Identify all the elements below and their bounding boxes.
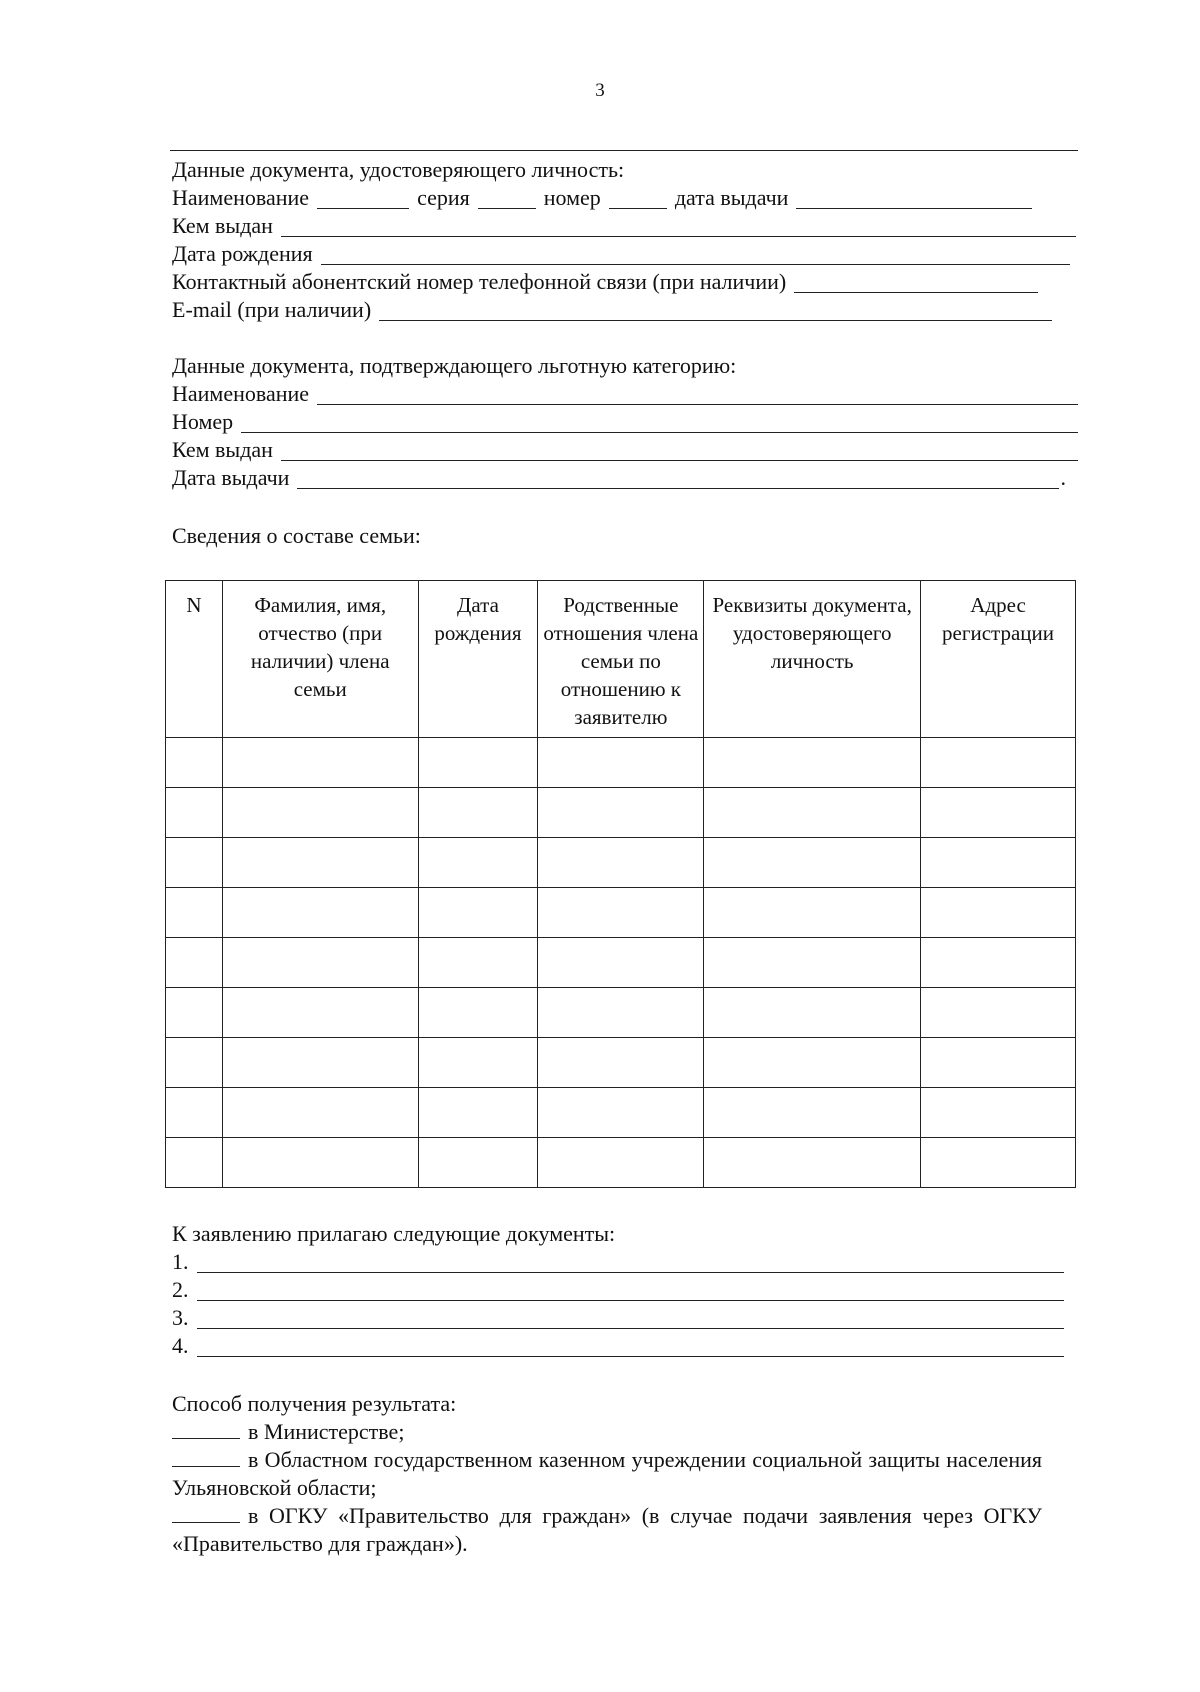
attachments-heading: К заявлению прилагаю следующие документы: <box>172 1221 616 1246</box>
table-cell[interactable] <box>921 1038 1076 1088</box>
col-relationship: Родственные отношения члена семьи по отношению к заявителю <box>538 581 704 738</box>
table-cell[interactable] <box>222 1138 418 1188</box>
table-cell[interactable] <box>418 938 538 988</box>
benefit-name-field[interactable] <box>317 382 1078 405</box>
result-option-government-center-field[interactable] <box>172 1502 240 1523</box>
table-cell[interactable] <box>222 738 418 788</box>
family-table-header <box>166 581 1076 738</box>
table-cell[interactable] <box>704 888 921 938</box>
identity-heading: Данные документа, удостоверяющего личность: <box>172 157 625 182</box>
table-cell[interactable] <box>418 838 538 888</box>
table-row <box>166 888 1076 938</box>
identity-issued-by-field[interactable] <box>281 214 1076 237</box>
identity-name-row: Наименование серия номер дата выдачи <box>172 184 1032 212</box>
table-cell[interactable] <box>222 1088 418 1138</box>
table-cell[interactable] <box>921 1138 1076 1188</box>
benefit-number-field[interactable] <box>241 410 1078 433</box>
table-cell[interactable] <box>538 838 704 888</box>
table-cell[interactable] <box>538 1038 704 1088</box>
table-cell[interactable] <box>921 738 1076 788</box>
table-cell[interactable] <box>538 888 704 938</box>
table-cell[interactable] <box>222 988 418 1038</box>
table-cell[interactable] <box>538 788 704 838</box>
table-cell[interactable] <box>921 1088 1076 1138</box>
result-option-ministry-field[interactable] <box>172 1418 240 1439</box>
benefit-name-row: Наименование <box>172 380 1078 408</box>
result-option-social-protection-field[interactable] <box>172 1446 240 1467</box>
table-cell[interactable] <box>538 1138 704 1188</box>
table-cell[interactable] <box>418 738 538 788</box>
col-number: N <box>166 581 223 738</box>
table-cell[interactable] <box>166 738 223 788</box>
benefit-number-row: Номер <box>172 408 1078 436</box>
table-cell[interactable] <box>538 1088 704 1138</box>
table-cell[interactable] <box>418 888 538 938</box>
family-heading: Сведения о составе семьи: <box>172 523 421 548</box>
table-cell[interactable] <box>418 988 538 1038</box>
table-cell[interactable] <box>704 788 921 838</box>
result-option-ministry: в Министерстве; <box>172 1418 1042 1446</box>
table-row <box>166 938 1076 988</box>
table-cell[interactable] <box>166 1138 223 1188</box>
col-id-document: Реквизиты документа, удостоверяющего личность <box>704 581 921 738</box>
col-birth-date: Дата рождения <box>418 581 538 738</box>
table-cell[interactable] <box>538 988 704 1038</box>
table-cell[interactable] <box>921 888 1076 938</box>
table-row <box>166 838 1076 888</box>
identity-birth-date-row: Дата рождения <box>172 240 1070 268</box>
attachment-field-4[interactable] <box>197 1334 1065 1357</box>
table-row <box>166 988 1076 1038</box>
result-option-government-center: в ОГКУ «Правительство для граждан» (в случае подачи заявления через ОГКУ «Правительство для граждан»). <box>172 1503 1042 1556</box>
identity-email-row: E-mail (при наличии) <box>172 296 1052 324</box>
attachment-item: 1. <box>172 1248 1064 1276</box>
benefit-issued-by-field[interactable] <box>281 438 1078 461</box>
table-row <box>166 1138 1076 1188</box>
table-row <box>166 738 1076 788</box>
identity-birth-date-field[interactable] <box>321 242 1070 265</box>
identity-email-field[interactable] <box>379 298 1052 321</box>
result-option-social-protection: в Областном государственном казенном учреждении социальной защиты населения Ульяновской области; <box>172 1447 1042 1500</box>
attachment-item: 3. <box>172 1304 1064 1332</box>
benefit-heading: Данные документа, подтверждающего льготную категорию: <box>172 353 737 378</box>
identity-number-field[interactable] <box>609 186 667 209</box>
benefit-issued-by-row: Кем выдан <box>172 436 1078 464</box>
result-heading: Способ получения результата: <box>172 1391 457 1416</box>
attachment-item: 4. <box>172 1332 1064 1360</box>
table-cell[interactable] <box>418 1088 538 1138</box>
table-cell[interactable] <box>538 938 704 988</box>
col-address: Адрес регистрации <box>921 581 1076 738</box>
family-table <box>165 580 1076 1188</box>
table-cell[interactable] <box>704 988 921 1038</box>
table-cell[interactable] <box>418 788 538 838</box>
table-row <box>166 1038 1076 1088</box>
table-cell[interactable] <box>222 838 418 888</box>
table-cell[interactable] <box>166 838 223 888</box>
identity-series-field[interactable] <box>478 186 536 209</box>
table-row <box>166 788 1076 838</box>
page-number: 3 <box>595 80 605 101</box>
table-cell[interactable] <box>166 788 223 838</box>
table-cell[interactable] <box>222 1038 418 1088</box>
table-cell[interactable] <box>222 788 418 838</box>
identity-phone-field[interactable] <box>794 270 1038 293</box>
benefit-issue-date-field[interactable] <box>297 466 1058 489</box>
table-cell[interactable] <box>166 888 223 938</box>
table-cell[interactable] <box>921 988 1076 1038</box>
identity-issued-by-row: Кем выдан <box>172 212 1076 240</box>
col-full-name: Фамилия, имя, отчество (при наличии) члена семьи <box>222 581 418 738</box>
table-cell[interactable] <box>704 838 921 888</box>
table-cell[interactable] <box>222 938 418 988</box>
table-cell[interactable] <box>166 938 223 988</box>
table-cell[interactable] <box>418 1038 538 1088</box>
attachment-field-1[interactable] <box>197 1250 1065 1273</box>
table-cell[interactable] <box>418 1138 538 1188</box>
table-cell[interactable] <box>166 1038 223 1088</box>
table-cell[interactable] <box>538 738 704 788</box>
table-cell[interactable] <box>704 1038 921 1088</box>
identity-phone-row: Контактный абонентский номер телефонной связи (при наличии) <box>172 268 1038 296</box>
identity-name-field[interactable] <box>317 186 409 209</box>
attachment-field-2[interactable] <box>197 1278 1065 1301</box>
benefit-issue-date-row: Дата выдачи . <box>172 465 1066 490</box>
table-cell[interactable] <box>704 938 921 988</box>
table-cell[interactable] <box>166 1088 223 1138</box>
table-cell[interactable] <box>704 738 921 788</box>
table-cell[interactable] <box>921 938 1076 988</box>
table-cell[interactable] <box>222 888 418 938</box>
table-cell[interactable] <box>921 788 1076 838</box>
top-rule <box>170 150 1078 151</box>
table-cell[interactable] <box>704 1138 921 1188</box>
attachment-field-3[interactable] <box>197 1306 1065 1329</box>
identity-issue-date-field[interactable] <box>796 186 1032 209</box>
table-row <box>166 1088 1076 1138</box>
table-cell[interactable] <box>704 1088 921 1138</box>
attachment-item: 2. <box>172 1276 1064 1304</box>
table-cell[interactable] <box>921 838 1076 888</box>
table-cell[interactable] <box>166 988 223 1038</box>
